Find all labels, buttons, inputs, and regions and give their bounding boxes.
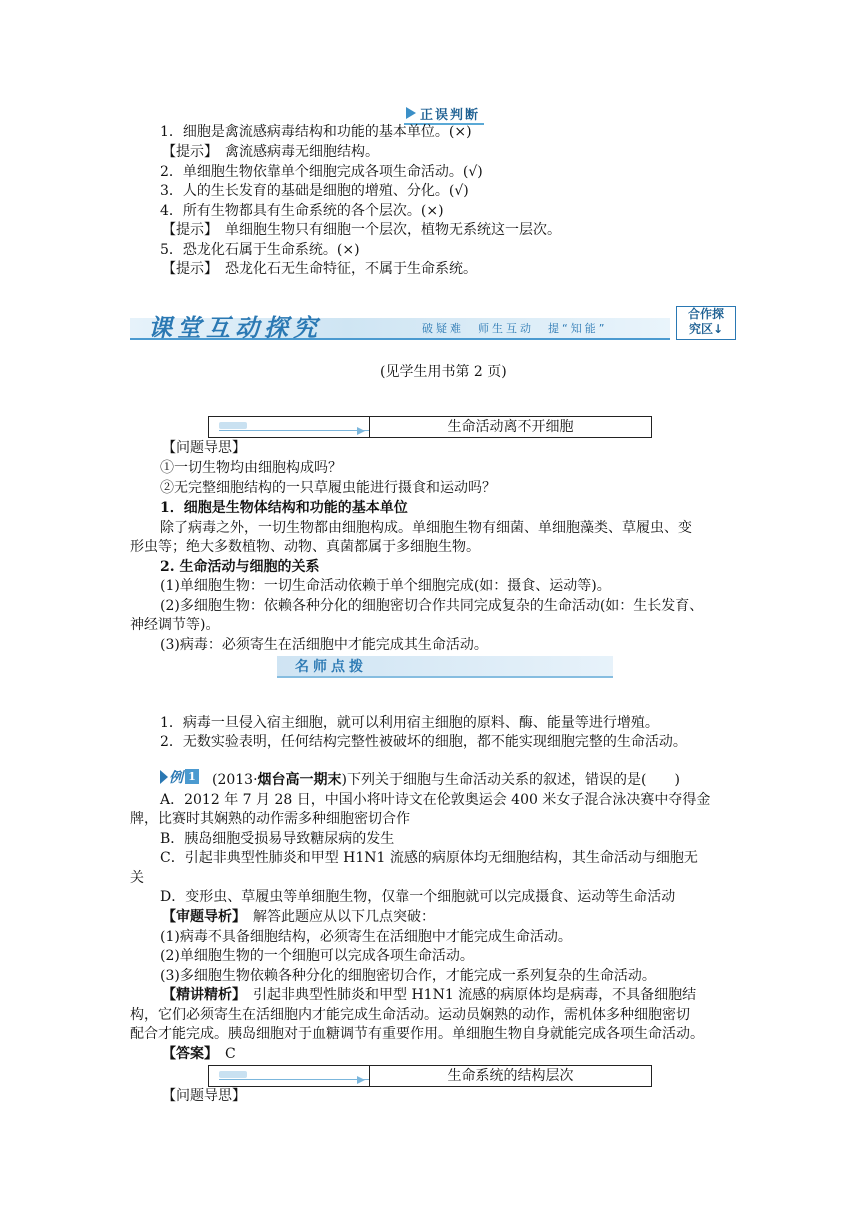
triangle-icon: [160, 770, 168, 784]
judge-item-2: 2．单细胞生物依靠单个细胞完成各项生命活动。(√): [160, 164, 483, 180]
book-page-ref: (见学生用书第 2 页): [380, 364, 507, 380]
judge-item-5: 5．恐龙化石属于生命系统。(×): [160, 242, 360, 258]
judge-banner-label: 正误判断: [420, 108, 481, 123]
section-header: [130, 306, 738, 340]
section-tag: [676, 306, 736, 340]
judge-item-3: 3．人的生长发育的基础是细胞的增殖、分化。(√): [160, 183, 469, 199]
analysis-point-1: (1)病毒不具备细胞结构，必须寄生在活细胞中才能完成生命活动。: [160, 929, 572, 945]
heading-1: 1．细胞是生物体结构和功能的基本单位: [160, 500, 408, 516]
explain-line-3: 配合才能完成。胰岛细胞对于血糖调节有重要作用。单细胞生物自身就能完成各项生命活动。: [130, 1026, 704, 1042]
guide-question-1: ①一切生物均由细胞构成吗？: [160, 460, 342, 476]
analysis-label: 【审题导析】: [162, 909, 239, 925]
option-c-2: 关: [130, 870, 144, 886]
option-b: B．胰岛细胞受损易导致糖尿病的发生: [160, 831, 395, 847]
option-a-1: A．2012 年 7 月 28 日，中国小将叶诗文在伦敦奥运会 400 米女子混合泳决赛中夺得金: [160, 792, 711, 808]
example-source-post: )下列关于细胞与生命活动关系的叙述，错误的是( ): [341, 772, 680, 788]
tips-banner-label: 名师点拨: [295, 659, 367, 675]
arrow-line: [219, 1079, 369, 1080]
example-source: 烟台高一期末: [257, 772, 342, 788]
example-stem: [212, 770, 792, 790]
tips-banner: [277, 656, 613, 678]
paragraph-1b: 形虫等；绝大多数植物、动物、真菌都属于多细胞生物。: [130, 539, 480, 555]
topic-box-2-marker: [209, 1066, 370, 1086]
topic-number-tab: [219, 1071, 247, 1078]
topic-box-2-title: 生命系统的结构层次: [447, 1068, 574, 1084]
paragraph-1a: 除了病毒之外，一切生物都由细胞构成。单细胞生物有细菌、单细胞藻类、草履虫、变: [160, 520, 692, 536]
arrow-right-icon: [357, 427, 365, 435]
guide-label-1: 【问题导思】: [162, 440, 246, 456]
arrow-right-icon: [357, 1076, 365, 1084]
topic-box-1: [208, 416, 652, 438]
heading-2: 2. 生命活动与细胞的关系: [160, 559, 320, 575]
paragraph-3b: 神经调节等)。: [130, 617, 220, 633]
guide-label-2: 【问题导思】: [162, 1088, 246, 1104]
explain-text-1: 引起非典型性肺炎和甲型 H1N1 流感的病原体均是病毒，不具备细胞结: [239, 987, 697, 1003]
analysis-line: [162, 907, 742, 927]
section-tag-line1: 合作探: [687, 307, 724, 321]
paragraph-2: (1)单细胞生物：一切生命活动依赖于单个细胞完成(如：摄食、运动等)。: [160, 578, 611, 594]
section-tag-line2: 究区↓: [688, 322, 724, 336]
triangle-icon: [406, 107, 416, 119]
option-d: D．变形虫、草履虫等单细胞生物，仅靠一个细胞就可以完成摄食、运动等生命活动: [160, 889, 676, 905]
paragraph-3a: (2)多细胞生物：依赖各种分化的细胞密切合作共同完成复杂的生命活动(如：生长发育、: [160, 598, 704, 614]
topic-number-tab: [219, 422, 247, 429]
answer-label: 【答案】: [162, 1046, 211, 1062]
section-slogan: 破疑难 师生互动 提“知能”: [422, 322, 608, 335]
arrow-line: [219, 430, 369, 431]
explain-line-2: 构，它们必须寄生在活细胞内才能完成生命活动。运动员娴熟的动作，需机体多种细胞密切: [130, 1007, 690, 1023]
example-label: [160, 768, 200, 786]
paragraph-4: (3)病毒：必须寄生在活细胞中才能完成其生命活动。: [160, 637, 488, 653]
judge-hint-4: 【提示】 单细胞生物只有细胞一个层次，植物无系统这一层次。: [162, 222, 561, 238]
judge-hint-1: 【提示】 禽流感病毒无细胞结构。: [162, 144, 379, 160]
topic-box-2: [208, 1065, 652, 1087]
answer-value: C: [211, 1046, 236, 1062]
tip-2: 2．无数实验表明，任何结构完整性被破坏的细胞，都不能实现细胞完整的生命活动。: [160, 734, 687, 750]
section-title: 课堂互动探究: [148, 314, 322, 342]
topic-box-1-marker: [209, 417, 370, 437]
analysis-text: 解答此题应从以下几点突破：: [239, 909, 435, 925]
tip-1: 1．病毒一旦侵入宿主细胞，就可以利用宿主细胞的原料、酶、能量等进行增殖。: [160, 715, 659, 731]
analysis-point-2: (2)单细胞生物的一个细胞可以完成各项生命活动。: [160, 948, 474, 964]
example-number: 1: [185, 769, 199, 784]
judge-item-1: 1．细胞是禽流感病毒结构和功能的基本单位。(×): [160, 124, 472, 140]
option-a-2: 牌，比赛时其娴熟的动作需多种细胞密切合作: [130, 811, 410, 827]
example-label-text: 例: [169, 770, 183, 786]
explain-label: 【精讲精析】: [162, 987, 239, 1003]
topic-box-1-title: 生命活动离不开细胞: [447, 419, 574, 435]
analysis-point-3: (3)多细胞生物依赖各种分化的细胞密切合作，才能完成一系列复杂的生命活动。: [160, 968, 656, 984]
guide-question-2: ②无完整细胞结构的一只草履虫能进行摄食和运动吗？: [160, 480, 496, 496]
example-source-pre: (2013·: [212, 772, 258, 788]
explain-line-1: [162, 985, 742, 1005]
judge-hint-5: 【提示】 恐龙化石无生命特征，不属于生命系统。: [162, 261, 477, 277]
judge-item-4: 4．所有生物都具有生命系统的各个层次。(×): [160, 203, 444, 219]
option-c-1: C．引起非典型性肺炎和甲型 H1N1 流感的病原体均无细胞结构，其生命活动与细胞无: [160, 850, 698, 866]
answer-line: [162, 1044, 742, 1064]
